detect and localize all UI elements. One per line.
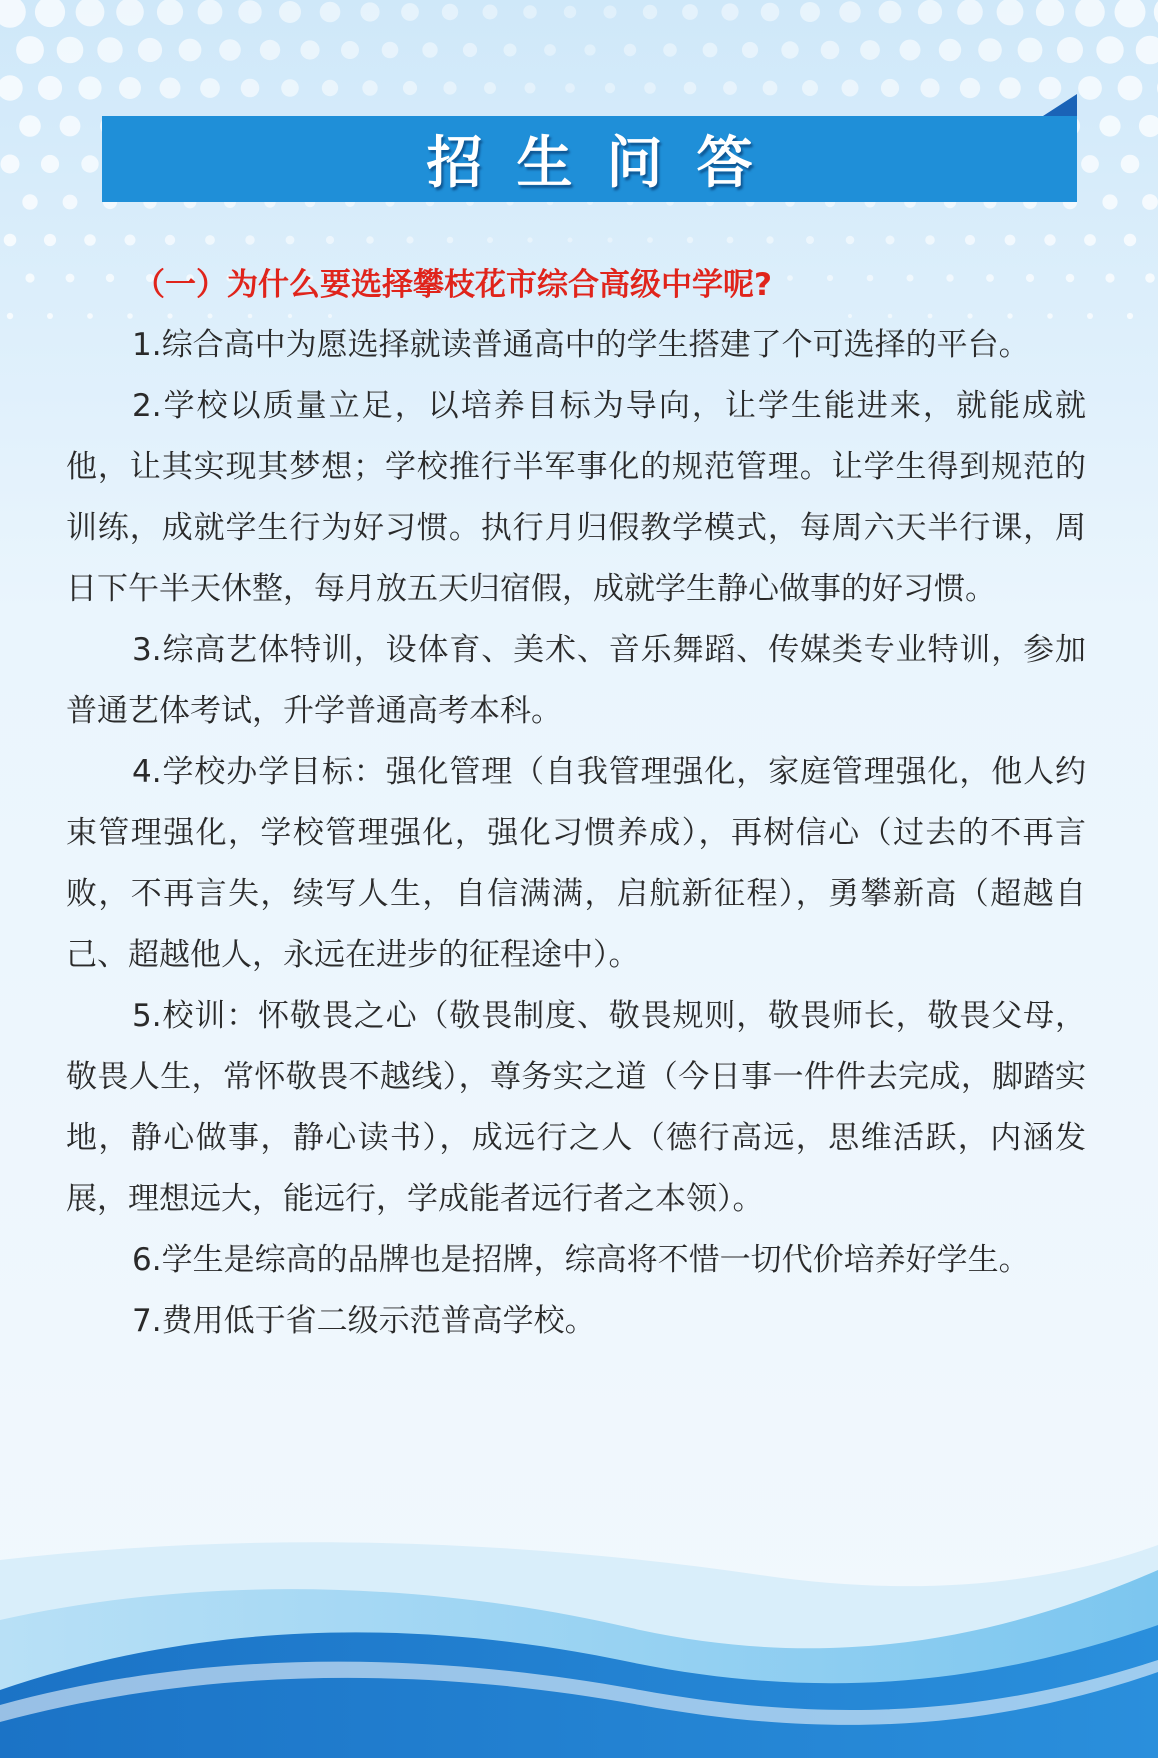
decor-dot xyxy=(198,0,223,24)
decor-dot xyxy=(527,237,532,242)
decor-dot xyxy=(463,43,477,57)
decor-dot xyxy=(1078,76,1102,100)
decor-dot xyxy=(443,81,456,94)
answer-paragraph: 6.学生是综高的品牌也是招牌，综高将不惜一切代价培养好学生。 xyxy=(132,1242,1030,1278)
decor-dot xyxy=(138,38,162,62)
decor-dot xyxy=(401,3,419,21)
decor-dot xyxy=(800,2,820,22)
decor-dot xyxy=(1127,313,1133,319)
decor-dot xyxy=(663,43,677,57)
decor-dot xyxy=(886,236,895,245)
decor-dot xyxy=(382,42,399,59)
decor-dot xyxy=(366,236,374,244)
decor-dot xyxy=(281,79,299,97)
decor-dot xyxy=(604,6,617,19)
decor-dot xyxy=(939,39,961,61)
decor-dot xyxy=(1145,273,1155,283)
decor-dot xyxy=(839,1,860,22)
decor-dot xyxy=(165,235,175,245)
decor-dot xyxy=(806,236,814,244)
decor-dot xyxy=(682,4,698,20)
decor-dot xyxy=(802,80,818,96)
decor-dot xyxy=(605,83,615,93)
decor-dot xyxy=(57,37,84,64)
decor-dot xyxy=(241,79,260,98)
decor-dot xyxy=(568,238,573,243)
decor-dot xyxy=(286,236,295,245)
decor-dot xyxy=(119,77,141,99)
answer-paragraph: 7.费用低于省二级示范普高学校。 xyxy=(132,1303,596,1339)
decor-dot xyxy=(647,237,653,243)
decor-dot xyxy=(920,78,939,97)
decor-dot xyxy=(564,6,576,18)
decor-dot xyxy=(406,236,413,243)
decor-dot xyxy=(7,313,13,319)
answer-paragraph: 1.综合高中为愿选择就读普通高中的学生搭建了个可选择的平台。 xyxy=(132,327,1030,363)
decor-dot xyxy=(727,237,734,244)
decor-dot xyxy=(322,80,338,96)
decor-dot xyxy=(957,0,983,25)
decor-dot xyxy=(525,83,536,94)
decor-dot xyxy=(565,83,575,93)
decor-dot xyxy=(742,42,758,58)
decor-dot xyxy=(960,78,980,98)
decor-dot xyxy=(245,235,254,244)
decor-dot xyxy=(544,44,556,56)
answer-paragraph: 2.学校以质量立足，以培养目标为导向，让学生能进来，就能成就他，让其实现其梦想；学校推行半军事化的规范管理。让学生得到规范的训练，成就学生行为好习惯。执行月归假教学模式，每周六天半行课，周日下午半天休整，每月放五天归宿假，成就学生静心做事的好习惯。 xyxy=(66,388,1086,607)
decor-dot xyxy=(160,78,181,99)
decor-dot xyxy=(766,236,773,243)
decor-dot xyxy=(483,5,498,20)
decor-dot xyxy=(1121,155,1140,174)
decor-dot xyxy=(25,273,34,282)
decor-dot xyxy=(1044,234,1055,245)
decor-dot xyxy=(279,1,301,23)
decor-dot xyxy=(1057,37,1083,63)
decor-dot xyxy=(684,82,697,95)
decor-dot xyxy=(84,234,96,246)
decor-dot xyxy=(219,39,241,61)
decor-dot xyxy=(81,155,98,172)
decor-dot xyxy=(821,41,840,60)
decor-dot xyxy=(703,43,718,58)
decor-dot xyxy=(900,40,921,61)
decor-dot xyxy=(360,2,379,21)
decor-dot xyxy=(1084,234,1096,246)
decor-dot xyxy=(723,81,737,95)
decor-dot xyxy=(1005,235,1016,246)
decor-dot xyxy=(238,0,261,23)
decor-dot xyxy=(300,40,319,59)
decor-dot xyxy=(687,237,693,243)
decor-dot xyxy=(44,234,56,246)
decor-dot xyxy=(1099,115,1120,136)
page-title: 招生问答 xyxy=(426,131,787,196)
decor-dot xyxy=(1,155,20,174)
decor-dot xyxy=(624,44,636,56)
decor-dot xyxy=(918,0,942,24)
decor-dot xyxy=(484,82,496,94)
decor-dot xyxy=(320,2,341,23)
decor-dot xyxy=(19,115,41,137)
decor-dot xyxy=(78,76,101,99)
question-heading: （一）为什么要选择攀枝花市综合高级中学呢? xyxy=(134,267,772,303)
banner-corner-accent xyxy=(1043,94,1077,116)
decor-dot xyxy=(1142,194,1158,210)
decor-dot xyxy=(442,4,458,20)
decor-dot xyxy=(22,194,37,209)
decor-dot xyxy=(41,155,59,173)
decor-dot xyxy=(16,36,44,64)
decor-dot xyxy=(1124,234,1136,246)
decor-dot xyxy=(341,41,359,59)
article-body xyxy=(66,255,1086,1352)
decor-dot xyxy=(721,3,738,20)
answer-paragraph: 5.校训：怀敬畏之心（敬畏制度、敬畏规则，敬畏师长，敬畏父母，敬畏人生，常怀敬畏不越线），尊务实之道（今日事一件件去完成，脚踏实地，静心做事，静心读书），成远行之人（德行高远，思维活跃，内涵发展，理想远大，能远行，学成能者远行者之本领）。 xyxy=(66,998,1086,1217)
decor-dot xyxy=(97,37,122,62)
decor-dot xyxy=(607,237,612,242)
decor-dot xyxy=(1096,36,1123,63)
decor-dot xyxy=(879,1,902,24)
decor-dot xyxy=(584,44,595,55)
decor-dot xyxy=(447,237,454,244)
decor-dot xyxy=(63,195,78,210)
decor-dot xyxy=(644,82,656,94)
decor-dot xyxy=(326,236,334,244)
decor-dot xyxy=(487,237,493,243)
decor-dot xyxy=(643,5,657,19)
decor-dot xyxy=(157,0,183,25)
decor-dot xyxy=(781,41,798,58)
decor-dot xyxy=(125,235,136,246)
decor-dot xyxy=(999,77,1021,99)
decor-dot xyxy=(925,235,935,245)
decor-dot xyxy=(1105,273,1114,282)
decor-dot xyxy=(205,235,215,245)
decor-dot xyxy=(846,236,855,245)
decor-dot xyxy=(978,38,1002,62)
decor-dot xyxy=(965,235,975,245)
decor-dot xyxy=(1118,76,1143,101)
decor-dot xyxy=(38,76,62,100)
decor-dot xyxy=(842,80,859,97)
decor-dot xyxy=(1087,313,1093,319)
decor-dot xyxy=(47,313,53,319)
decor-dot xyxy=(523,5,537,19)
decor-dot xyxy=(4,234,17,247)
decor-dot xyxy=(362,80,377,95)
decor-dot xyxy=(761,3,780,22)
decor-dot xyxy=(422,42,437,57)
decor-dot xyxy=(1102,194,1117,209)
decor-dot xyxy=(763,81,778,96)
title-banner xyxy=(102,116,1077,202)
answer-paragraph: 4.学校办学目标：强化管理（自我管理强化，家庭管理强化，他人约束管理强化，学校管理强化，强化习惯养成），再树信心（过去的不再言败，不再言失，续写人生，自信满满，启航新征程），勇攀新高（超越自己、超越他人，永远在进步的征程途中）。 xyxy=(66,754,1086,973)
decor-dot xyxy=(179,39,202,62)
decor-dot xyxy=(200,78,220,98)
decor-dot xyxy=(60,116,81,137)
decor-dot xyxy=(504,44,517,57)
decor-dot xyxy=(260,40,280,60)
decor-dot xyxy=(403,81,417,95)
decor-dot xyxy=(881,79,899,97)
decor-dot xyxy=(1081,155,1099,173)
decor-dot xyxy=(860,40,880,60)
decor-dot xyxy=(1018,38,1043,63)
answer-paragraph: 3.综高艺体特训，设体育、美术、音乐舞蹈、传媒类专业特训，参加普通艺体考试，升学普通高考本科。 xyxy=(66,632,1086,729)
